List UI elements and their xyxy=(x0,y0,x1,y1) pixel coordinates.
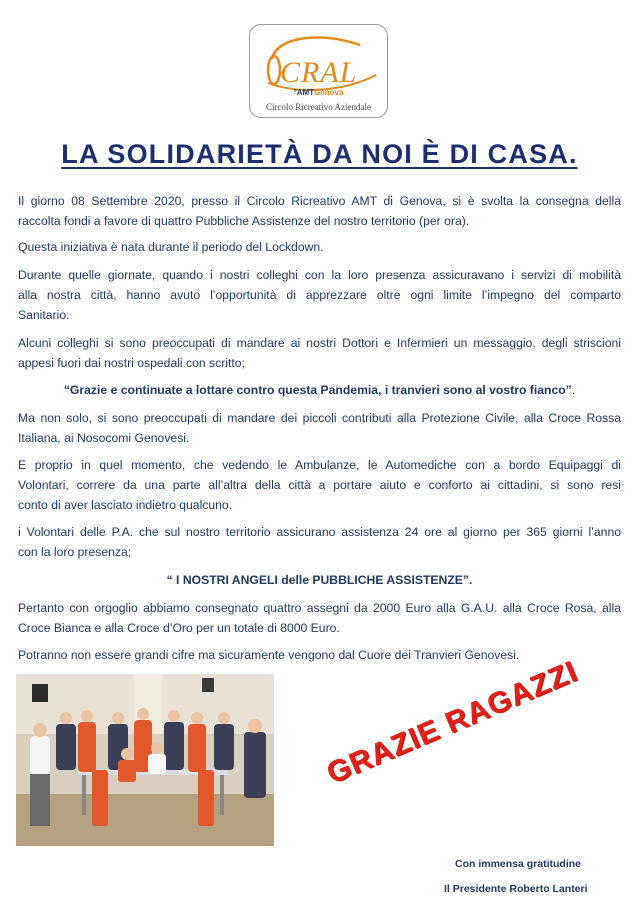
quote-1-text: “Grazie e continuate a lottare contro questa Pandemia, i tranvieri sono al vostro fianco” xyxy=(63,383,572,397)
group-photo xyxy=(16,674,274,846)
logo-amt-suffix: Genova xyxy=(314,88,344,97)
paragraph-line: E proprio in quel momento, che vedendo le Ambulanze, le Automediche con a bordo Equipaggi di xyxy=(18,458,621,472)
paragraph-line: Il giorno 08 Settembre 2020, presso il Circolo Ricreativo AMT di Genova, si è svolta la consegna della xyxy=(18,194,621,208)
signature-line-1: Con immensa gratitudine xyxy=(455,858,582,870)
paragraph-5 xyxy=(18,408,621,448)
signature-line-2: Il Presidente Roberto Lanteri xyxy=(444,883,588,895)
logo-amt-prefix: °AMT xyxy=(293,88,315,97)
logo-wordmark: CRAL xyxy=(280,56,358,89)
quote-2: “ I NOSTRI ANGELI delle PUBBLICHE ASSISTENZE”. xyxy=(166,573,473,587)
paragraph-8 xyxy=(18,598,621,638)
paragraph-3 xyxy=(18,265,621,325)
quote-1-period: . xyxy=(571,383,576,397)
page-title: LA SOLIDARIETÀ DA NOI È DI CASA. xyxy=(61,139,578,169)
paragraph-line: Pertanto con orgoglio abbiamo consegnato quattro assegni da 2000 Euro alla G.A.U. alla Croce Rosa, alla xyxy=(18,601,621,615)
paragraph-7 xyxy=(18,522,621,562)
paragraph-line: Italiana, ai Nosocomi Genovesi. xyxy=(18,431,190,445)
paragraph-9 xyxy=(18,645,621,665)
paragraph-6 xyxy=(18,455,621,515)
paragraph-line: Volontari, correre da una parte all’altra della città a portare aiuto e conforto ai cittadini, si sono resi xyxy=(18,478,621,492)
cral-logo xyxy=(249,24,388,118)
paragraph-line: Croce Bianca e alla Croce d’Oro per un totale di 8000 Euro. xyxy=(18,621,340,635)
paragraph-line: Potranno non essere grandi cifre ma sicuramente vengono dal Cuore dei Tranvieri Genovesi. xyxy=(18,648,520,662)
paragraph-line: conto di aver lasciato indietro qualcuno. xyxy=(18,498,233,512)
paragraph-line: appesi fuori dai nostri ospedali con scritto; xyxy=(18,356,245,370)
logo-subtitle: Circolo Ricreativo Aziendale xyxy=(266,102,371,112)
paragraph-line: Questa iniziativa è nata durante il periodo del Lockdown. xyxy=(18,240,324,254)
paragraph-4 xyxy=(18,333,621,373)
paragraph-line: Sanitario. xyxy=(18,308,70,322)
grazie-ragazzi-stamp: GRAZIE RAGAZZI xyxy=(322,654,583,791)
logo-amt-brand xyxy=(250,88,387,97)
paragraph-line: raccolta fondi a favore di quattro Pubbliche Assistenze del nostro territorio (per ora). xyxy=(18,214,470,228)
paragraph-2 xyxy=(18,237,621,257)
paragraph-line: alla nostra città, hanno avuto l’opportunità di apprezzare oltre ogni limite l’impegno del comparto xyxy=(18,288,621,302)
paragraph-line: i Volontari delle P.A. che sul nostro territorio assicurano assistenza 24 ore al giorno per 365 giorni l’anno xyxy=(18,525,621,539)
quote-1 xyxy=(18,380,621,400)
paragraph-line: Durante quelle giornate, quando i nostri colleghi con la loro presenza assicuravano i servizi di mobilità xyxy=(18,268,621,282)
paragraph-line: Alcuni colleghi si sono preoccupati di mandare ai nostri Dottori e Infermieri un messaggio, degli striscioni xyxy=(18,336,621,350)
paragraph-line: Ma non solo, si sono preoccupati di mandare dei piccoli contributi alla Protezione Civile, alla Croce Rossa xyxy=(18,411,621,425)
paragraph-line: con la loro presenza; xyxy=(18,545,132,559)
paragraph-1 xyxy=(18,191,621,231)
